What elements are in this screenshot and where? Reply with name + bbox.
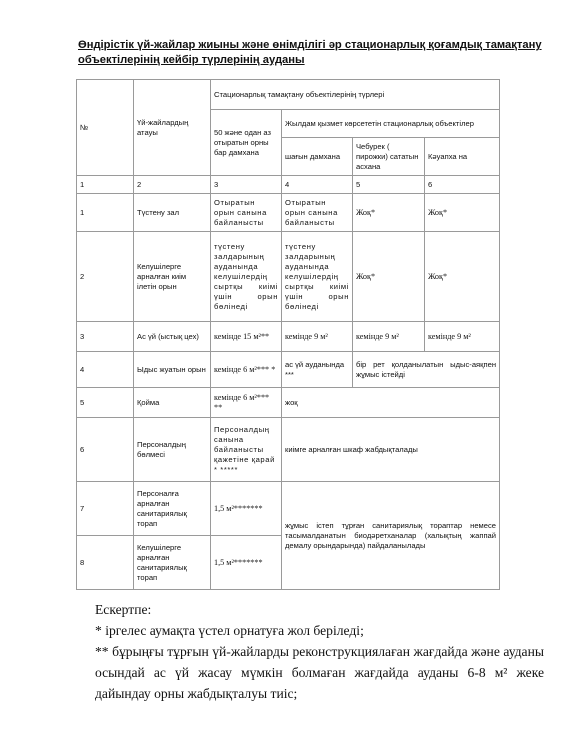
cell: түстену залдарының ауданында келушілердің сыртқы киімі үшін орын бөлінеді [211,232,282,322]
cell: Отыратын орын санына байланысты [211,194,282,232]
note-line: ** бұрыңғы тұрғын үй-жайларды реконструкциялаған жағдайда және ауданы осындай ас үй жасау мүмкін болмаған жағдайда ауданы 6-8 м² жеке дайындау орны жабдықталуы тиіс; [95,644,544,701]
row-name: Персоналдың бөлмесі [134,418,211,482]
header-num: № [77,80,134,176]
document-title: Өндірістік үй-жайлар жиыны және өнімділігі әр стационарлық қоғамдық тамақтану объектілерінің кейбір түрлерінің ауданы [78,39,542,66]
header-group: Стационарлық тамақтану объектілерінің түрлері [211,80,500,110]
cell: кемінде 15 м²** [211,322,282,352]
premises-table [76,79,500,590]
row-number: 7 [77,482,134,536]
header-row [77,80,500,110]
notes-heading: Ескертпе: [95,602,152,617]
cell: түстену залдарының ауданында келушілердің сыртқы киімі үшін орын бөлінеді [282,232,353,322]
cell: Отыратын орын санына байланысты [282,194,353,232]
row-number: 6 [77,418,134,482]
cell: кемінде 6 м²*** ** [211,388,282,418]
cell: Персоналдың санына байланысты қажетіне қарай * ***** [211,418,282,482]
cell: 1,5 м²******* [211,482,282,536]
cell: киімге арналған шкаф жабдықталады [282,418,500,482]
row-name: Келушілерге арналған санитариялық торап [134,536,211,590]
table-row [77,482,500,536]
cell: кемінде 9 м² [425,322,500,352]
cell: жоқ [282,388,500,418]
row-name: Түстену зал [134,194,211,232]
cell: кемінде 9 м² [353,322,425,352]
row-number: 2 [77,232,134,322]
column-number: 4 [282,176,353,194]
table-row [77,388,500,418]
column-number-row [77,176,500,194]
row-name: Ыдыс жуатын орын [134,352,211,388]
cell: жұмыс істеп тұрған санитариялық тораптар немесе тасымалданатын биодәретханалар (халықтың жаппай демалу орындарында) пайдаланылады [282,482,500,590]
header-name: Үй-жайлардың атауы [134,80,211,176]
cell: кемінде 9 м² [282,322,353,352]
cell: кемінде 6 м²*** * [211,352,282,388]
cell: Жоқ* [353,232,425,322]
cell: Жоқ* [353,194,425,232]
header-coffee: Кәуапха на [425,138,500,176]
row-number: 8 [77,536,134,590]
row-name: Келушілерге арналған киім ілетін орын [134,232,211,322]
note-line: * іргелес аумақта үстел орнатуға жол беріледі; [95,623,364,638]
cell: Жоқ* [425,232,500,322]
column-number: 1 [77,176,134,194]
column-number: 6 [425,176,500,194]
table-row [77,232,500,322]
row-number: 4 [77,352,134,388]
cell: бір рет қолданылатын ыдыс-аяқпен жұмыс істейді [353,352,500,388]
row-name: Қойма [134,388,211,418]
notes-section [76,599,544,704]
column-number: 3 [211,176,282,194]
table-row [77,418,500,482]
row-name: Персоналға арналған санитариялық торап [134,482,211,536]
header-small-canteen: шағын дамхана [282,138,353,176]
table-row [77,322,500,352]
column-number: 2 [134,176,211,194]
row-number: 5 [77,388,134,418]
cell: Жоқ* [425,194,500,232]
header-service-group: Жылдам қызмет көрсететін стационарлық объектілер [282,110,500,138]
cell: ас үй ауданында *** [282,352,353,388]
row-number: 1 [77,194,134,232]
cell: 1,5 м²******* [211,536,282,590]
row-name: Ас үй (ыстық цех) [134,322,211,352]
header-cheburek: Чебурек ( пирожки) сататын асхана [353,138,425,176]
row-number: 3 [77,322,134,352]
table-row [77,194,500,232]
column-number: 5 [353,176,425,194]
header-seats50: 50 және одан аз отыратын орны бар дамхана [211,110,282,176]
table-row [77,352,500,388]
